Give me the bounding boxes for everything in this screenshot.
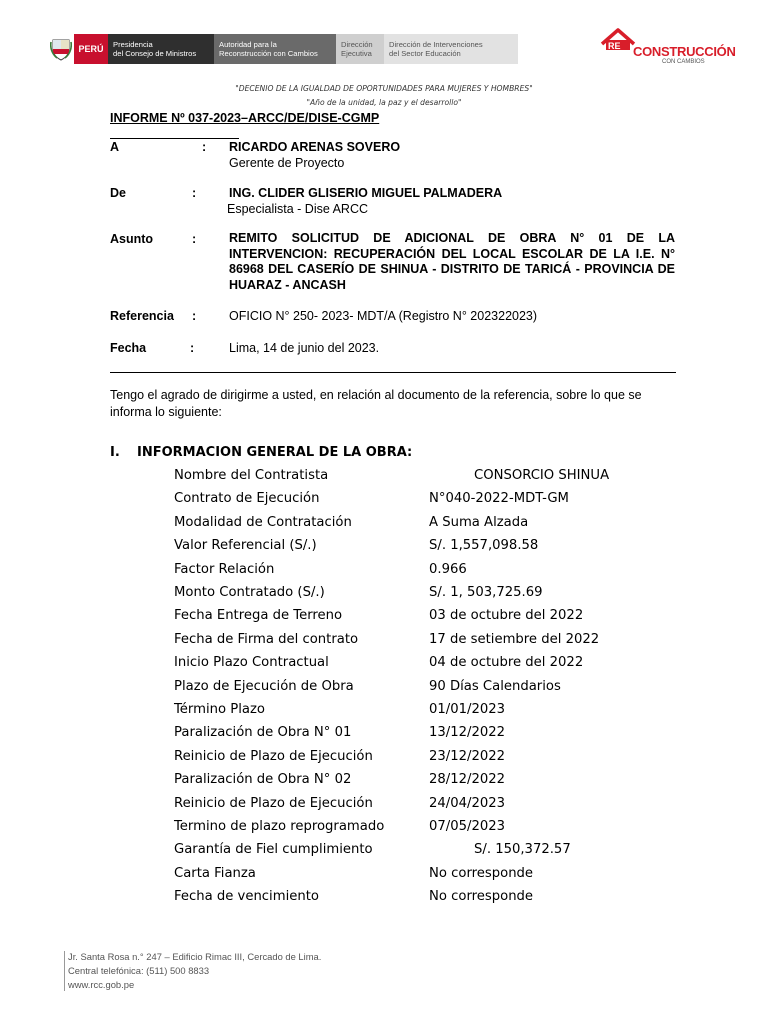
obra-info-row [174,655,694,675]
reconstruccion-logo [598,26,736,70]
arcc-logo-text [214,34,336,64]
obra-info-value: S/. 1, 503,725.69 [429,585,543,600]
arcc-line1: Autoridad para la [219,40,277,49]
obra-info-key: Factor Relación [174,561,275,577]
obra-info-value: 28/12/2022 [429,772,506,788]
obra-info-value: 24/04/2023 [429,795,506,811]
obra-info-key: Fecha Entrega de Terreno [174,608,343,624]
peru-coat-of-arms-icon [48,34,74,64]
reference-text: OFICIO N° 250- 2023- MDT/A (Registro N° 202322023) [229,309,538,323]
obra-info-key: Paralización de Obra N° 01 [174,725,352,741]
footer-web: www.rcc.gob.pe [68,979,135,990]
obra-info-row [174,702,694,722]
footer-address: Jr. Santa Rosa n.° 247 – Edificio Rimac III, Cercado de Lima. [68,951,322,962]
peru-label: PERÚ [74,34,108,64]
obra-info-key: Paralización de Obra N° 02 [174,772,352,788]
obra-info-row [174,585,694,605]
obra-info-value: A Suma Alzada [429,514,529,530]
dise-logo-text [384,34,518,64]
obra-info-value: 04 de octubre del 2022 [429,655,584,671]
section-title: INFORMACION GENERAL DE LA OBRA: [137,445,413,460]
obra-info-row [174,725,694,745]
obra-info-row [174,866,694,886]
house-roof-icon [598,26,638,62]
arcc-line2: Reconstrucción con Cambios [219,49,318,58]
obra-info-key: Término Plazo [174,702,265,717]
field-fecha-label: Fecha [110,341,147,355]
rcc-wordmark: CONSTRUCCIÓN [633,44,736,59]
subject-text: REMITO SOLICITUD DE ADICIONAL DE OBRA N° 01 DE LA INTERVENCION: RECUPERACIÓN DEL LOCAL ESCOLAR DE LA I.E. N° 86968 DEL CASERÍO DE SHINUA - DISTRITO DE TARICÁ - PROVINCIA DE HUARAZ - ANCASH [229,231,675,292]
field-fecha-colon: : [190,341,195,355]
footer [68,950,368,992]
divider-short [110,138,239,139]
obra-info-value: 13/12/2022 [429,725,506,741]
obra-info-value: 17 de setiembre del 2022 [429,631,600,647]
section-number: I. [110,445,120,460]
obra-info-row [174,491,694,511]
field-referencia-colon: : [192,309,197,323]
section-heading [110,445,412,460]
obra-info-value: 07/05/2023 [429,819,506,834]
obra-info-key: Fecha de Firma del contrato [174,631,359,647]
obra-info-key: Monto Contratado (S/.) [174,585,325,600]
obra-info-row [174,468,694,488]
obra-info-key: Contrato de Ejecución [174,491,320,507]
obra-info-row [174,819,694,839]
obra-info-key: Plazo de Ejecución de Obra [174,678,354,694]
obra-info-row [174,679,694,699]
pcm-line1: Presidencia [113,40,153,49]
rcc-subtitle: CON CAMBIOS [662,59,705,65]
obra-info-row [174,772,694,792]
year-motto: "Año de la unidad, la paz y el desarrollo" [306,98,462,107]
pcm-line2: del Consejo de Ministros [113,49,197,58]
obra-info-value: N°040-2022-MDT-GM [429,491,569,507]
dise-line1: Dirección de Intervenciones [389,40,483,49]
obra-info-row [174,749,694,769]
direccion-ejecutiva-text [336,34,384,64]
obra-info-key: Valor Referencial (S/.) [174,538,317,554]
sender-name: ING. CLIDER GLISERIO MIGUEL PALMADERA [229,186,503,200]
date-text: Lima, 14 de junio del 2023. [229,341,380,355]
obra-info-key: Reinicio de Plazo de Ejecución [174,795,373,811]
obra-info-row [174,515,694,535]
pcm-logo-text [108,34,214,64]
recipient-name: RICARDO ARENAS SOVERO [229,140,401,154]
obra-info-key: Inicio Plazo Contractual [174,655,329,671]
decenio-motto: "DECENIO DE LA IGUALDAD DE OPORTUNIDADES PARA MUJERES Y HOMBRES" [235,84,533,93]
obra-info-row [174,889,694,909]
obra-info-key: Fecha de vencimiento [174,889,319,905]
obra-info-row [174,608,694,628]
field-asunto-colon: : [192,232,197,246]
obra-info-row [174,796,694,816]
footer-phone: Central telefónica: (511) 500 8833 [68,965,210,976]
field-asunto-label: Asunto [110,232,154,246]
obra-info-value: S/. 1,557,098.58 [429,538,539,554]
obra-info-key: Termino de plazo reprogramado [174,819,385,834]
field-de-label: De [110,186,126,200]
rcc-prefix: RE [608,41,621,51]
obra-info-row [174,562,694,582]
obra-info-value: 90 Días Calendarios [429,678,561,694]
divider-long [110,372,676,373]
de-line1: Dirección [341,40,373,49]
field-a-label: A [110,140,120,154]
government-logo-bar [48,34,529,64]
field-de-colon: : [192,186,197,200]
obra-info-row [174,538,694,558]
obra-info-row [174,842,694,862]
obra-info-value: No corresponde [429,865,534,881]
obra-info-value: S/. 150,372.57 [474,842,571,858]
de-line2: Ejecutiva [341,49,372,58]
obra-info-value: 01/01/2023 [429,702,506,717]
obra-info-row [174,632,694,652]
obra-info-value: CONSORCIO SHINUA [474,468,610,483]
obra-info-key: Modalidad de Contratación [174,514,352,530]
dise-line2: del Sector Educación [389,49,461,58]
field-referencia-label: Referencia [110,309,174,323]
obra-info-key: Reinicio de Plazo de Ejecución [174,748,373,764]
report-number: INFORME Nº 037-2023–ARCC/DE/DISE-CGMP [110,111,380,125]
obra-info-value: 03 de octubre del 2022 [429,608,584,624]
obra-info-key: Nombre del Contratista [174,468,329,483]
obra-info-key: Garantía de Fiel cumplimiento [174,842,373,858]
obra-info-value: 0.966 [429,561,467,577]
obra-info-value: 23/12/2022 [429,748,506,764]
sender-role: Especialista - Dise ARCC [227,202,369,216]
obra-info-value: No corresponde [429,889,534,905]
footer-divider [64,951,65,991]
intro-paragraph: Tengo el agrado de dirigirme a usted, en relación al documento de la referencia, sobre lo que se informa lo siguiente: [110,388,642,419]
recipient-role: Gerente de Proyecto [229,156,345,170]
field-a-colon: : [202,140,207,154]
obra-info-key: Carta Fianza [174,865,256,881]
